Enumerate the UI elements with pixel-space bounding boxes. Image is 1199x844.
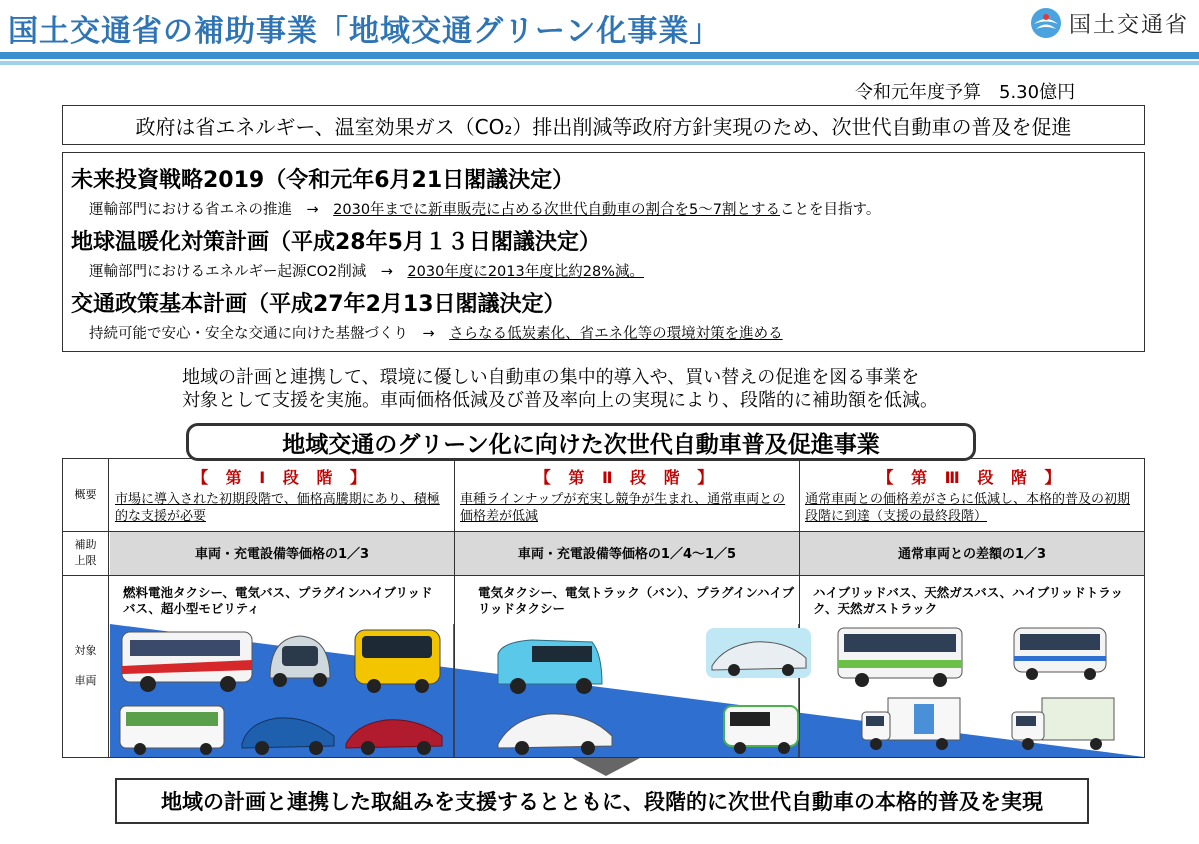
intro-line: 地域の計画と連携して、環境に優しい自動車の集中的導入や、買い替えの促進を図る事業を (182, 367, 920, 388)
natural-gas-bus-icon (1010, 624, 1110, 682)
stage-1-description: 市場に導入された初期段階で、価格高騰期にあり、積極的な支援が必要 (115, 492, 440, 524)
policy-statement: 政府は省エネルギー、温室効果ガス（CO₂）排出削減等政府方針実現のため、次世代自動車の普及を促進 (62, 105, 1145, 145)
natural-gas-truck-icon (1008, 694, 1118, 757)
result-statement: 地域の計画と連携した取組みを支援するとともに、段階的に次世代自動車の本格的普及を実現 (115, 778, 1089, 824)
plugin-hybrid-bus-icon (118, 702, 228, 757)
row-label-text: 対象 (74, 644, 97, 657)
stage-1-subsidy: 車両・充電設備等価格の1／3 (194, 547, 370, 562)
stage-3-subsidy: 通常車両との差額の1／3 (897, 547, 1047, 562)
fuel-cell-bus-icon (120, 624, 255, 694)
table-divider (63, 531, 1144, 532)
strategy-title: 未来投資戦略2019（令和元年6月21日閣議決定） (71, 168, 575, 193)
hybrid-bus-icon (836, 624, 966, 689)
intro-text (182, 366, 938, 412)
table-divider (63, 575, 1144, 576)
fuel-cell-taxi-icon (238, 706, 338, 756)
electric-sedan-icon (706, 628, 811, 678)
row-label-text: 概要 (74, 488, 97, 501)
stage-3-description: 通常車両との価格差がさらに低減し、本格的普及の初期段階に到達（支援の最終段階） (805, 492, 1131, 524)
ministry-logo-text: 国土交通省 (1068, 12, 1189, 38)
strategy-item (71, 225, 644, 281)
hybrid-truck-icon (858, 694, 963, 757)
electric-truck-van-icon (718, 700, 803, 757)
row-label-text: 車両 (74, 674, 97, 687)
flow-arrow-icon (572, 758, 640, 776)
ministry-logo-icon (1029, 6, 1063, 40)
strategy-box (62, 152, 1145, 352)
plugin-hybrid-taxi-icon (492, 704, 617, 757)
micro-mobility-icon (260, 628, 340, 693)
electric-bus-icon (350, 624, 445, 694)
intro-line: 対象として支援を実施。車両価格低減及び普及率向上の実現により、段階的に補助額を低減。 (182, 390, 938, 411)
strategy-item (71, 287, 783, 343)
header-divider-light (0, 61, 1199, 65)
vehicle-illustrations (110, 624, 1144, 757)
ministry-logo (1029, 6, 1189, 40)
stage-2-targets: 電気タクシー、電気トラック（バン）、プラグインハイブリッドタクシー (478, 585, 795, 616)
strategy-title: 地球温暖化対策計画（平成28年5月１３日閣議決定） (71, 230, 601, 255)
strategy-detail-goal: 2030年までに新車販売に占める次世代自動車の割合を5～7割とする (333, 202, 781, 218)
stage-2-subsidy: 車両・充電設備等価格の1／4～1／5 (517, 547, 737, 562)
stage-1-title: 【 第 Ⅰ 段 階 】 (192, 468, 372, 487)
stage-table (62, 458, 1145, 758)
row-label-target (63, 575, 109, 757)
strategy-detail-goal: 2030年度に2013年度比約28%減。 (407, 264, 644, 280)
stage-3-title: 【 第 Ⅲ 段 階 】 (877, 468, 1067, 487)
strategy-detail-left: 運輸部門における省エネの推進 → (89, 202, 334, 218)
stage-2-title: 【 第 Ⅱ 段 階 】 (534, 468, 720, 487)
strategy-detail (89, 322, 783, 343)
budget-label: 令和元年度予算 5.30億円 (855, 82, 1076, 103)
page-header (0, 0, 1199, 72)
row-label-text: 補助 (74, 538, 97, 551)
stage-2-description: 車種ラインナップが充実し競争が生まれ、通常車両との価格差が低減 (460, 492, 786, 524)
strategy-detail-left: 運輸部門におけるエネルギー起源CO2削減 → (89, 264, 408, 280)
program-banner: 地域交通のグリーン化に向けた次世代自動車普及促進事業 (186, 423, 976, 461)
strategy-detail (89, 198, 880, 219)
strategy-detail-left: 持続可能で安心・安全な交通に向けた基盤づくり → (89, 326, 450, 342)
electric-taxi-van-icon (492, 634, 607, 696)
row-label-text: 上限 (74, 554, 97, 567)
page-title: 国土交通省の補助事業「地域交通グリーン化事業」 (8, 14, 721, 49)
row-label-subsidy (63, 531, 109, 575)
strategy-detail-tail: ことを目指す。 (780, 202, 881, 218)
strategy-title: 交通政策基本計画（平成27年2月13日閣議決定） (71, 292, 566, 317)
header-divider (0, 52, 1199, 59)
strategy-detail (89, 260, 644, 281)
strategy-detail-goal: さらなる低炭素化、省エネ化等の環境対策を進める (449, 326, 783, 342)
strategy-item (71, 163, 880, 219)
stage-3-targets: ハイブリッドバス、天然ガスバス、ハイブリッドトラック、天然ガストラック (813, 585, 1124, 616)
row-label-overview (63, 459, 109, 531)
fuel-cell-sedan-icon (342, 706, 447, 756)
stage-1-targets: 燃料電池タクシー、電気バス、プラグインハイブリッドバス、超小型モビリティ (123, 585, 433, 616)
